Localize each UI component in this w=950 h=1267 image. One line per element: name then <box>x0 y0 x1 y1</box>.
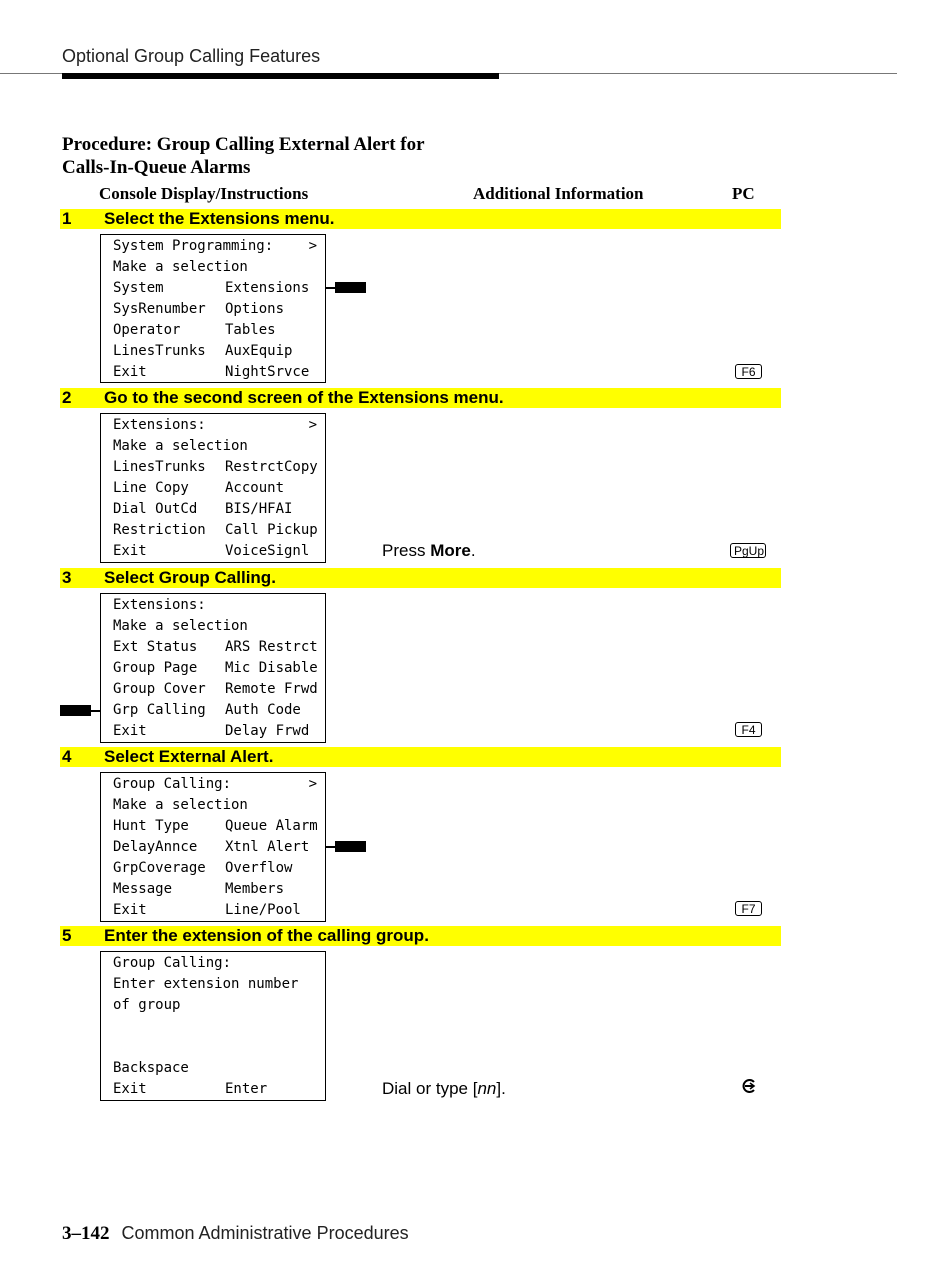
pc-key-pgup: PgUp <box>730 543 766 558</box>
step-number: 2 <box>62 388 72 407</box>
menu-option: Operator <box>113 322 181 338</box>
menu-option: BIS/HFAI <box>225 501 293 517</box>
menu-option: Restriction <box>113 522 206 538</box>
menu-option: Options <box>225 301 285 317</box>
menu-option: NightSrvce <box>225 364 310 380</box>
screen-title-row <box>113 236 317 257</box>
console-screen-extensions-1 <box>100 593 326 743</box>
step-4-bar <box>60 747 781 767</box>
screen-row <box>113 1037 317 1058</box>
menu-option: Call Pickup <box>225 522 318 538</box>
pc-key-f7: F7 <box>735 901 762 916</box>
info-dial-or-type: Dial or type [nn]. <box>382 1079 506 1098</box>
menu-option: Exit <box>113 1081 147 1097</box>
menu-option: System <box>113 280 164 296</box>
menu-option: RestrctCopy <box>225 459 318 475</box>
screen-row: of group <box>113 997 181 1013</box>
screen-row <box>113 900 317 921</box>
screen-row <box>113 520 317 541</box>
screen-title: System Programming: <box>113 238 274 254</box>
screen-title: Group Calling: <box>113 776 232 792</box>
procedure-title <box>62 133 425 179</box>
screen-row <box>113 658 317 679</box>
menu-option: Account <box>225 480 285 496</box>
screen-row <box>113 837 317 858</box>
menu-option: GrpCoverage <box>113 860 206 876</box>
menu-option: Tables <box>225 322 276 338</box>
menu-option: Exit <box>113 723 147 739</box>
screen-row <box>113 1079 317 1100</box>
menu-option: SysRenumber <box>113 301 206 317</box>
screen-row <box>113 278 317 299</box>
page-footer <box>62 1223 409 1245</box>
step-instruction: Enter the extension of the calling group. <box>104 926 429 945</box>
pc-key-f6: F6 <box>735 364 762 379</box>
column-header-info: Additional Information <box>473 184 644 203</box>
header-thick-rule <box>62 73 499 79</box>
screen-row <box>113 637 317 658</box>
column-header-pc: PC <box>732 184 755 203</box>
menu-option: Delay Frwd <box>225 723 310 739</box>
screen-row <box>113 858 317 879</box>
menu-option: Members <box>225 881 285 897</box>
screen-row <box>113 299 317 320</box>
step-number: 1 <box>62 209 72 228</box>
menu-option: Line/Pool <box>225 902 301 918</box>
screen-row <box>113 1058 317 1079</box>
screen-row <box>113 320 317 341</box>
menu-option: VoiceSignl <box>225 543 310 559</box>
info-press-more: Press More. <box>382 541 476 560</box>
screen-row <box>113 879 317 900</box>
menu-option: Group Cover <box>113 681 206 697</box>
screen-row <box>113 1016 317 1037</box>
console-screen-system-programming <box>100 234 326 383</box>
menu-option: Queue Alarm <box>225 818 318 834</box>
menu-option: LinesTrunks <box>113 459 206 475</box>
running-header: Optional Group Calling Features <box>62 46 321 66</box>
console-screen-enter-extension <box>100 951 326 1101</box>
screen-title: Group Calling: <box>113 955 232 971</box>
menu-option: Xtnl Alert <box>225 839 310 855</box>
step-number: 4 <box>62 747 72 766</box>
screen-row <box>113 816 317 837</box>
step-1-bar <box>60 209 781 229</box>
step-instruction: Select Group Calling. <box>104 568 276 587</box>
menu-option: Overflow <box>225 860 293 876</box>
menu-option: AuxEquip <box>225 343 293 359</box>
console-screen-extensions-2 <box>100 413 326 563</box>
screen-prompt: Make a selection <box>113 618 248 634</box>
menu-option: Grp Calling <box>113 702 206 718</box>
menu-option: Message <box>113 881 173 897</box>
menu-option: Hunt Type <box>113 818 189 834</box>
menu-option: Enter <box>225 1081 268 1097</box>
menu-option: ARS Restrct <box>225 639 318 655</box>
screen-title: Extensions: <box>113 417 206 433</box>
screen-title-row <box>113 595 317 616</box>
screen-row <box>113 679 317 700</box>
menu-option: Ext Status <box>113 639 198 655</box>
console-screen-group-calling <box>100 772 326 922</box>
procedure-title-line1: Procedure: Group Calling External Alert for <box>62 134 425 155</box>
screen-prompt: Make a selection <box>113 259 248 275</box>
step-3-bar <box>60 568 781 588</box>
more-arrow-icon: > <box>308 417 317 433</box>
pointer-line <box>90 710 100 712</box>
menu-option: Exit <box>113 364 147 380</box>
return-arrow-icon <box>740 1077 758 1095</box>
more-arrow-icon: > <box>308 238 317 254</box>
screen-row <box>113 700 317 721</box>
screen-row <box>113 362 317 383</box>
step-number: 3 <box>62 568 72 587</box>
screen-row <box>113 341 317 362</box>
screen-title-row <box>113 415 317 436</box>
pointer-indicator-icon <box>335 841 366 852</box>
screen-row <box>113 499 317 520</box>
menu-option: LinesTrunks <box>113 343 206 359</box>
screen-row <box>113 541 317 562</box>
step-instruction: Go to the second screen of the Extensions menu. <box>104 388 504 407</box>
screen-row <box>113 457 317 478</box>
screen-row <box>113 721 317 742</box>
step-number: 5 <box>62 926 72 945</box>
step-5-bar <box>60 926 781 946</box>
menu-option: DelayAnnce <box>113 839 198 855</box>
step-instruction: Select the Extensions menu. <box>104 209 335 228</box>
menu-option: Exit <box>113 543 147 559</box>
more-arrow-icon: > <box>308 776 317 792</box>
step-instruction: Select External Alert. <box>104 747 274 766</box>
screen-title-row <box>113 774 317 795</box>
procedure-title-line2: Calls-In-Queue Alarms <box>62 157 251 178</box>
footer-section: Common Administrative Procedures <box>121 1223 409 1243</box>
menu-option: Backspace <box>113 1060 189 1076</box>
pc-key-f4: F4 <box>735 722 762 737</box>
screen-prompt: Make a selection <box>113 797 248 813</box>
page-number: 3–142 <box>62 1223 110 1244</box>
screen-title-row <box>113 953 317 974</box>
screen-row <box>113 478 317 499</box>
screen-title: Extensions: <box>113 597 206 613</box>
menu-option: Group Page <box>113 660 198 676</box>
menu-option: Exit <box>113 902 147 918</box>
screen-prompt: Enter extension number <box>113 976 299 992</box>
pointer-indicator-icon <box>60 705 91 716</box>
screen-prompt: Make a selection <box>113 438 248 454</box>
menu-option: Line Copy <box>113 480 189 496</box>
menu-option: Remote Frwd <box>225 681 318 697</box>
menu-option: Extensions <box>225 280 310 296</box>
step-2-bar <box>60 388 781 408</box>
menu-option: Mic Disable <box>225 660 318 676</box>
column-header-console: Console Display/Instructions <box>99 184 309 203</box>
menu-option: Auth Code <box>225 702 301 718</box>
menu-option: Dial OutCd <box>113 501 198 517</box>
pointer-indicator-icon <box>335 282 366 293</box>
